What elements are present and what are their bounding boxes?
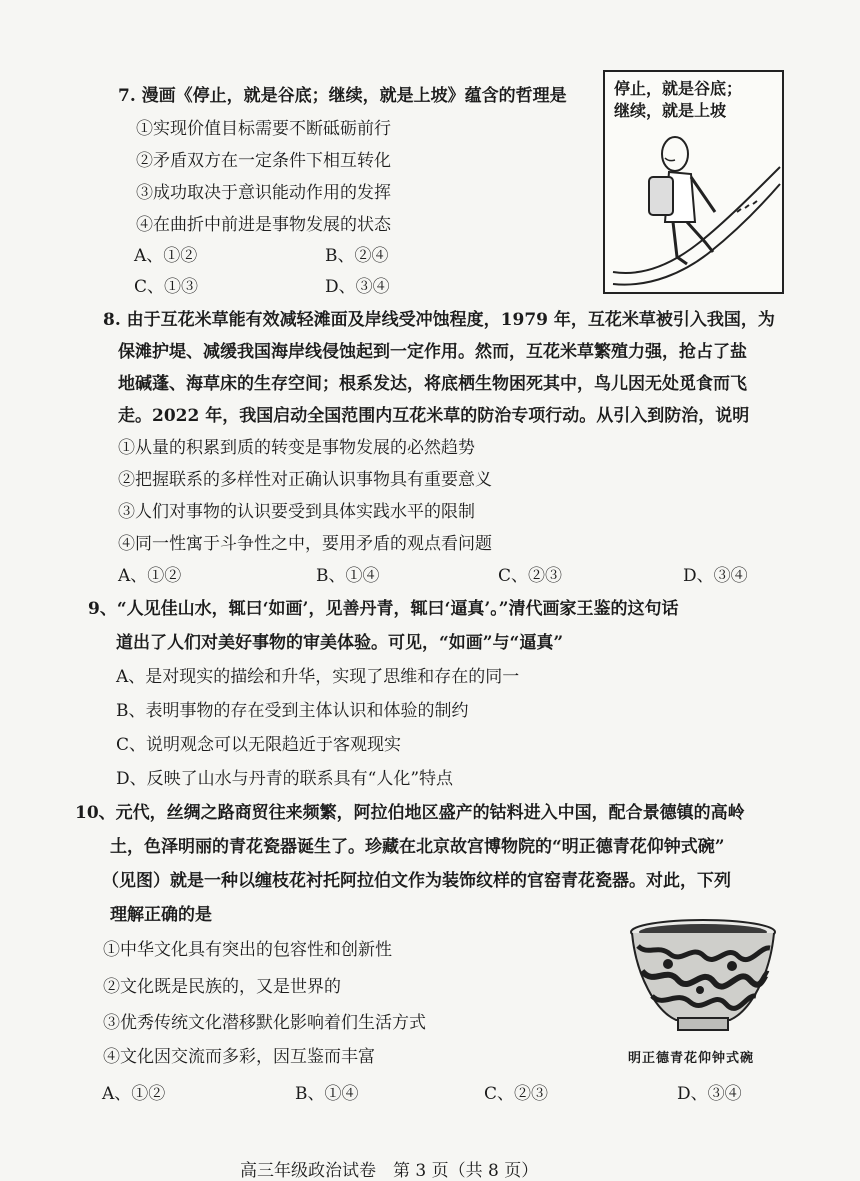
q10-item-1: ①中华文化具有突出的包容性和创新性: [103, 940, 392, 960]
q8-option-d[interactable]: D、③④: [683, 566, 748, 586]
q7-option-c[interactable]: C、①③: [134, 277, 199, 297]
q8-item-4: ④同一性寓于斗争性之中，要用矛盾的观点看问题: [118, 534, 492, 554]
q10-item-2: ②文化既是民族的，又是世界的: [103, 977, 341, 997]
q7-option-b[interactable]: B、②④: [325, 246, 389, 266]
q8-stem-line-1: 8. 由于互花米草能有效减轻滩面及岸线受冲蚀程度，1979 年，互花米草被引入我国，为: [103, 310, 775, 330]
q10-stem-line-2: 土，色泽明丽的青花瓷器诞生了。珍藏在北京故宫博物院的“明正德青花仰钟式碗”: [110, 837, 725, 857]
bowl-image: [628, 916, 778, 1036]
q8-option-a[interactable]: A、①②: [118, 566, 182, 586]
cartoon-image: [603, 70, 784, 294]
q9-stem-line-1: 9、“人见佳山水，辄曰‘如画’，见善丹青，辄曰‘逼真’。”清代画家王鉴的这句话: [88, 599, 679, 619]
q9-stem-line-2: 道出了人们对美好事物的审美体验。可见，“如画”与“逼真”: [116, 633, 564, 653]
q8-option-c[interactable]: C、②③: [498, 566, 563, 586]
climber-drawing: [605, 72, 782, 292]
q8-item-2: ②把握联系的多样性对正确认识事物具有重要意义: [118, 470, 492, 490]
q7-option-d[interactable]: D、③④: [325, 277, 390, 297]
q10-option-d[interactable]: D、③④: [677, 1084, 742, 1104]
q7-item-3: ③成功取决于意识能动作用的发挥: [136, 183, 391, 203]
q8-item-3: ③人们对事物的认识要受到具体实践水平的限制: [118, 502, 475, 522]
bowl-caption: 明正德青花仰钟式碗: [628, 1051, 755, 1066]
q10-stem-line-3: （见图）就是一种以缠枝花衬托阿拉伯文作为装饰纹样的官窑青花瓷器。对此，下列: [102, 871, 731, 891]
q10-option-c[interactable]: C、②③: [484, 1084, 549, 1104]
cartoon-caption-line-1: 停止，就是谷底；: [614, 79, 743, 98]
q7-stem: 7. 漫画《停止，就是谷底；继续，就是上坡》蕴含的哲理是: [118, 86, 567, 106]
q10-option-b[interactable]: B、①④: [295, 1084, 359, 1104]
q7-item-1: ①实现价值目标需要不断砥砺前行: [136, 119, 391, 139]
q8-stem-line-2: 保滩护堤、减缓我国海岸线侵蚀起到一定作用。然而，互花米草繁殖力强，抢占了盐: [118, 342, 747, 362]
page-footer: 高三年级政治试卷 第 3 页（共 8 页）: [240, 1161, 539, 1181]
q10-stem-line-1: 10、元代，丝绸之路商贸往来频繁，阿拉伯地区盛产的钴料进入中国，配合景德镇的高岭: [75, 803, 745, 823]
q8-option-b[interactable]: B、①④: [316, 566, 380, 586]
q8-stem-line-4: 走。2022 年，我国启动全国范围内互花米草的防治专项行动。从引入到防治，说明: [118, 406, 750, 426]
q10-option-a[interactable]: A、①②: [102, 1084, 166, 1104]
cartoon-caption-line-2: 继续，就是上坡: [614, 101, 727, 120]
q9-option-d[interactable]: D、反映了山水与丹青的联系具有“人化”特点: [116, 769, 454, 789]
q7-item-2: ②矛盾双方在一定条件下相互转化: [136, 151, 391, 171]
q10-item-3: ③优秀传统文化潜移默化影响着们生活方式: [103, 1013, 426, 1033]
q9-option-b[interactable]: B、表明事物的存在受到主体认识和体验的制约: [116, 701, 469, 721]
q7-item-4: ④在曲折中前进是事物发展的状态: [136, 215, 391, 235]
q8-item-1: ①从量的积累到质的转变是事物发展的必然趋势: [118, 438, 475, 458]
q7-option-a[interactable]: A、①②: [134, 246, 198, 266]
q10-stem-line-4: 理解正确的是: [110, 905, 212, 925]
q9-option-a[interactable]: A、是对现实的描绘和升华，实现了思维和存在的同一: [116, 667, 520, 687]
q10-item-4: ④文化因交流而多彩，因互鉴而丰富: [103, 1047, 375, 1067]
q8-stem-line-3: 地碱蓬、海草床的生存空间；根系发达，将底栖生物困死其中，鸟儿因无处觅食而飞: [118, 374, 747, 394]
q9-option-c[interactable]: C、说明观念可以无限趋近于客观现实: [116, 735, 402, 755]
